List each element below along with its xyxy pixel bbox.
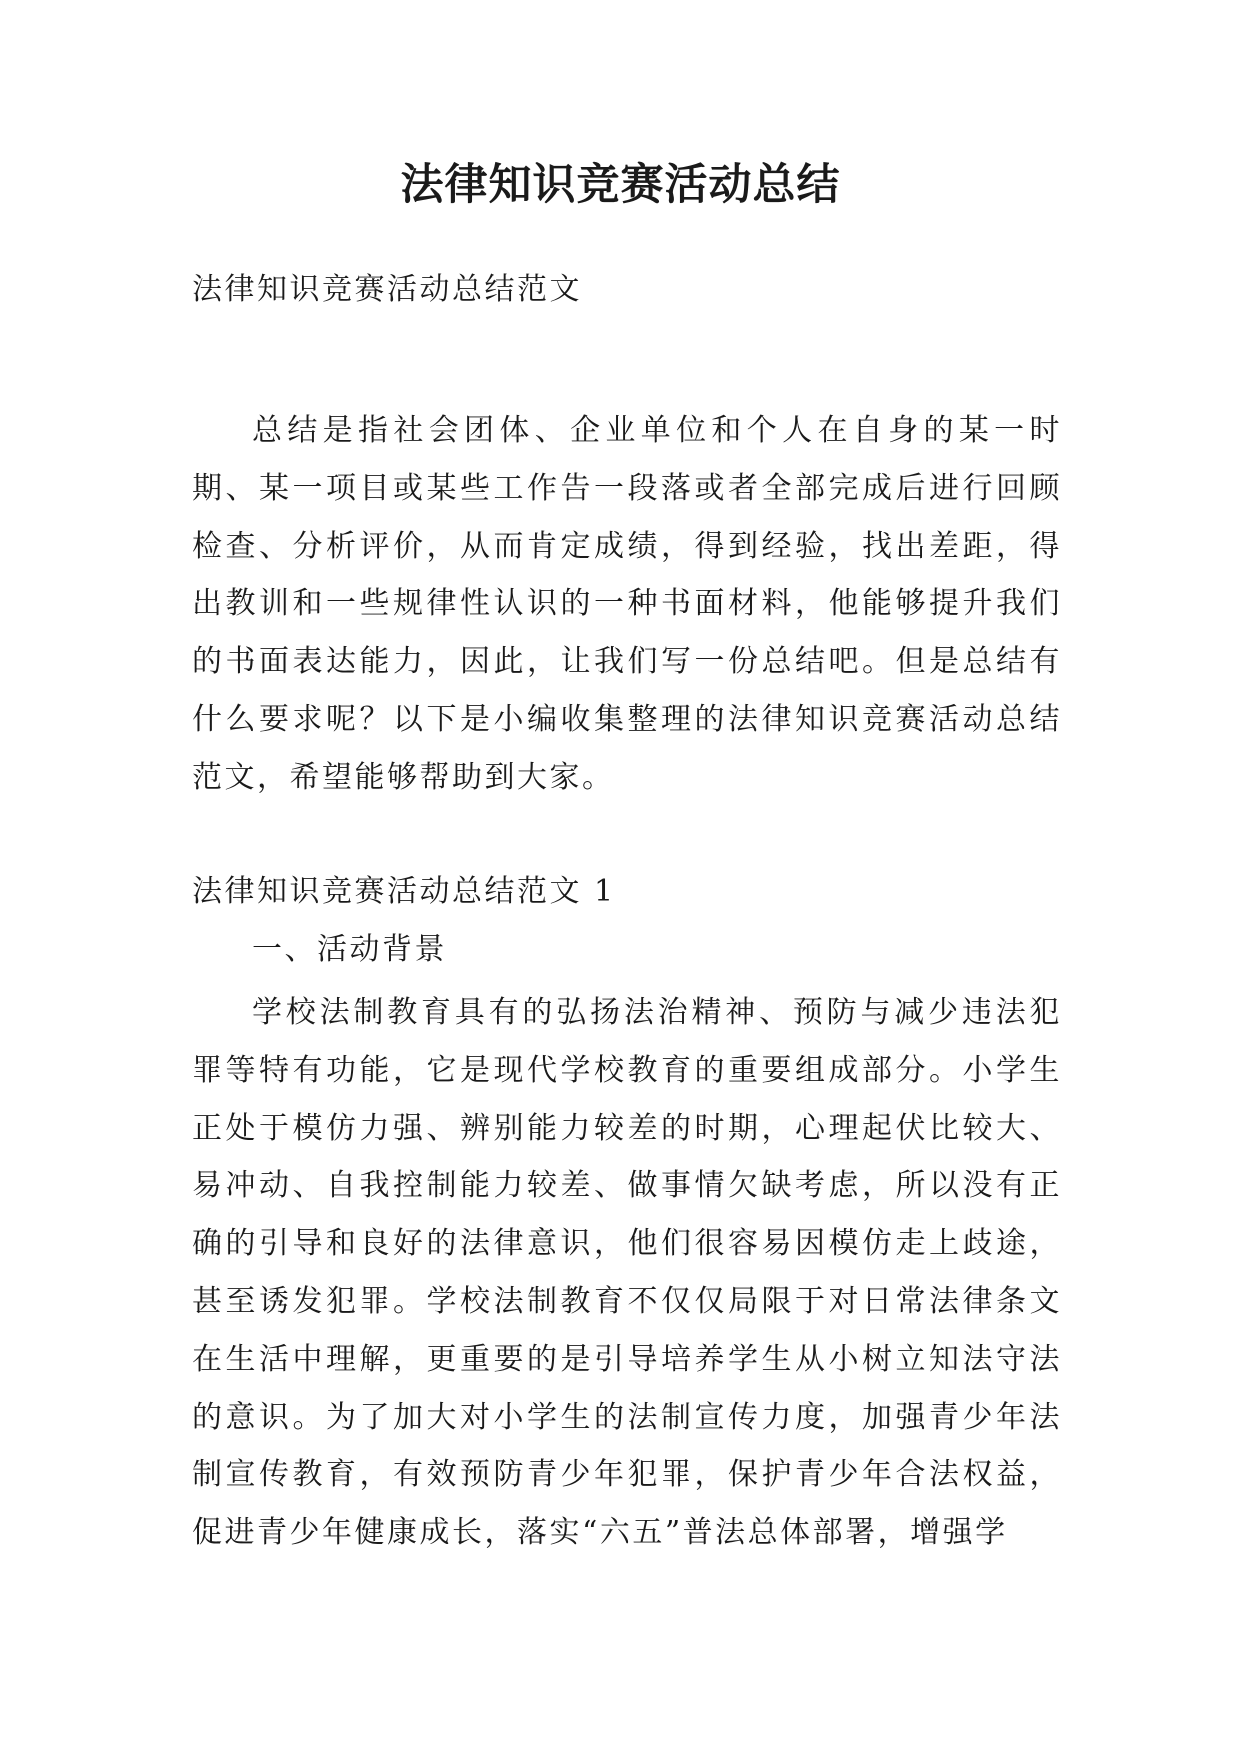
section-heading: 法律知识竞赛活动总结范文 1	[192, 874, 616, 909]
intro-paragraph: 总结是指社会团体、企业单位和个人在自身的某一时期、某一项目或某些工作告一段落或者全部完成后进行回顾检查、分析评价，从而肯定成绩，得到经验，找出差距，得出教训和一些规律性认识的一种书面材料，他能够提升我们的书面表达能力，因此，让我们写一份总结吧。但是总结有什么要求呢？以下是小编收集整理的法律知识竞赛活动总结范文，希望能够帮助到大家。	[192, 413, 1062, 795]
document-subtitle: 法律知识竞赛活动总结范文	[192, 272, 582, 307]
item-heading: 一、活动背景	[252, 932, 447, 967]
document-title: 法律知识竞赛活动总结	[400, 160, 841, 210]
background-paragraph: 学校法制教育具有的弘扬法治精神、预防与减少违法犯罪等特有功能，它是现代学校教育的重要组成部分。小学生正处于模仿力强、辨别能力较差的时期，心理起伏比较大、易冲动、自我控制能力较差、做事情欠缺考虑，所以没有正确的引导和良好的法律意识，他们很容易因模仿走上歧途，甚至诱发犯罪。学校法制教育不仅仅局限于对日常法律条文在生活中理解，更重要的是引导培养学生从小树立知法守法的意识。为了加大对小学生的法制宣传力度，加强青少年法制宣传教育，有效预防青少年犯罪，保护青少年合法权益，促进青少年健康成长，落实“六五”普法总体部署，增强学	[192, 995, 1062, 1551]
